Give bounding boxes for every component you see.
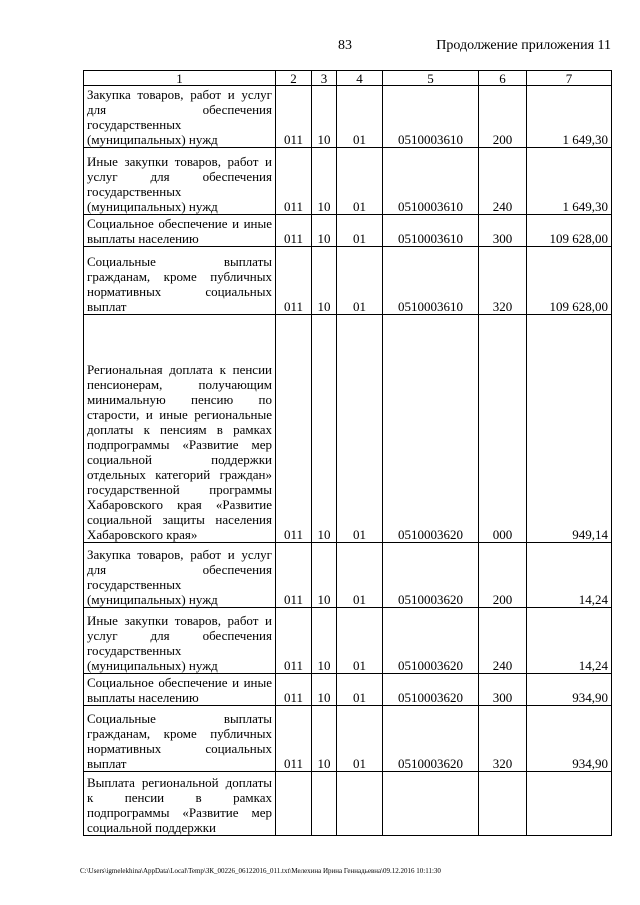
expense-type-code: 300 — [479, 215, 527, 247]
ministry-code: 011 — [276, 315, 312, 543]
subsection-code: 01 — [337, 86, 383, 148]
section-code: 10 — [312, 148, 337, 215]
section-code: 10 — [312, 86, 337, 148]
amount — [527, 772, 612, 836]
amount: 934,90 — [527, 706, 612, 772]
column-header: 4 — [337, 71, 383, 86]
section-code: 10 — [312, 674, 337, 706]
page-number: 83 — [338, 38, 352, 53]
target-article-code: 0510003620 — [383, 315, 479, 543]
expense-type-code: 000 — [479, 315, 527, 543]
section-code — [312, 772, 337, 836]
expense-name: Закупка товаров, работ и услуг для обеспечения государственных (муниципальных) нужд — [84, 543, 276, 608]
amount: 14,24 — [527, 608, 612, 674]
table-header-row — [84, 71, 612, 86]
section-code: 10 — [312, 706, 337, 772]
target-article-code: 0510003620 — [383, 543, 479, 608]
subsection-code: 01 — [337, 674, 383, 706]
amount: 1 649,30 — [527, 148, 612, 215]
amount: 1 649,30 — [527, 86, 612, 148]
subsection-code: 01 — [337, 706, 383, 772]
column-header: 3 — [312, 71, 337, 86]
table-row — [84, 706, 612, 772]
ministry-code: 011 — [276, 543, 312, 608]
ministry-code: 011 — [276, 86, 312, 148]
expense-name: Региональная доплата к пенсии пенсионерам, получающим минимальную пенсию по старости, и иные региональные доплаты к пенсиям в рамках подпрограммы «Развитие мер социальной поддержки отдельных категорий граждан» государственной программы Хабаровского края «Развитие социальной защиты населения Хабаровского края» — [84, 315, 276, 543]
ministry-code: 011 — [276, 608, 312, 674]
table-row — [84, 247, 612, 315]
target-article-code: 0510003620 — [383, 706, 479, 772]
amount: 949,14 — [527, 315, 612, 543]
target-article-code: 0510003610 — [383, 86, 479, 148]
column-header: 2 — [276, 71, 312, 86]
table-row — [84, 674, 612, 706]
expense-type-code: 320 — [479, 706, 527, 772]
table-row — [84, 543, 612, 608]
expense-type-code: 200 — [479, 86, 527, 148]
amount: 109 628,00 — [527, 215, 612, 247]
section-code: 10 — [312, 215, 337, 247]
expense-name: Выплата региональной доплаты к пенсии в рамках подпрограммы «Развитие мер социальной поддержки — [84, 772, 276, 836]
target-article-code: 0510003620 — [383, 674, 479, 706]
table-row — [84, 315, 612, 543]
expense-type-code: 320 — [479, 247, 527, 315]
section-code: 10 — [312, 543, 337, 608]
ministry-code: 011 — [276, 706, 312, 772]
expense-type-code: 240 — [479, 608, 527, 674]
file-path-footer: C:\Users\igmelekhina\AppData\Local\Temp\ЗК_00226_06122016_011.txt\Мелехина Ирина Геннадьевна\09.12.2016 10:11:30 — [80, 867, 441, 875]
table-row — [84, 215, 612, 247]
target-article-code: 0510003610 — [383, 215, 479, 247]
subsection-code: 01 — [337, 543, 383, 608]
column-header: 6 — [479, 71, 527, 86]
table-row — [84, 86, 612, 148]
ministry-code — [276, 772, 312, 836]
subsection-code: 01 — [337, 608, 383, 674]
column-header: 5 — [383, 71, 479, 86]
expense-type-code: 200 — [479, 543, 527, 608]
ministry-code: 011 — [276, 674, 312, 706]
target-article-code: 0510003610 — [383, 148, 479, 215]
target-article-code: 0510003620 — [383, 608, 479, 674]
expense-name: Социальное обеспечение и иные выплаты населению — [84, 215, 276, 247]
subsection-code: 01 — [337, 315, 383, 543]
expense-name: Социальное обеспечение и иные выплаты населению — [84, 674, 276, 706]
expense-type-code: 300 — [479, 674, 527, 706]
table-row — [84, 772, 612, 836]
expense-name: Социальные выплаты гражданам, кроме публичных нормативных социальных выплат — [84, 706, 276, 772]
subsection-code: 01 — [337, 247, 383, 315]
target-article-code — [383, 772, 479, 836]
ministry-code: 011 — [276, 148, 312, 215]
expense-type-code — [479, 772, 527, 836]
section-code: 10 — [312, 608, 337, 674]
expense-name: Иные закупки товаров, работ и услуг для обеспечения государственных (муниципальных) нужд — [84, 148, 276, 215]
appendix-continuation-label: Продолжение приложения 11 — [436, 38, 611, 53]
amount: 109 628,00 — [527, 247, 612, 315]
column-header: 1 — [84, 71, 276, 86]
expense-name: Закупка товаров, работ и услуг для обеспечения государственных (муниципальных) нужд — [84, 86, 276, 148]
expense-type-code: 240 — [479, 148, 527, 215]
section-code: 10 — [312, 315, 337, 543]
target-article-code: 0510003610 — [383, 247, 479, 315]
table-row — [84, 608, 612, 674]
subsection-code: 01 — [337, 148, 383, 215]
amount: 934,90 — [527, 674, 612, 706]
budget-table — [83, 70, 612, 836]
expense-name: Иные закупки товаров, работ и услуг для обеспечения государственных (муниципальных) нужд — [84, 608, 276, 674]
subsection-code: 01 — [337, 215, 383, 247]
column-header: 7 — [527, 71, 612, 86]
expense-name: Социальные выплаты гражданам, кроме публичных нормативных социальных выплат — [84, 247, 276, 315]
ministry-code: 011 — [276, 215, 312, 247]
subsection-code — [337, 772, 383, 836]
ministry-code: 011 — [276, 247, 312, 315]
amount: 14,24 — [527, 543, 612, 608]
table-row — [84, 148, 612, 215]
section-code: 10 — [312, 247, 337, 315]
